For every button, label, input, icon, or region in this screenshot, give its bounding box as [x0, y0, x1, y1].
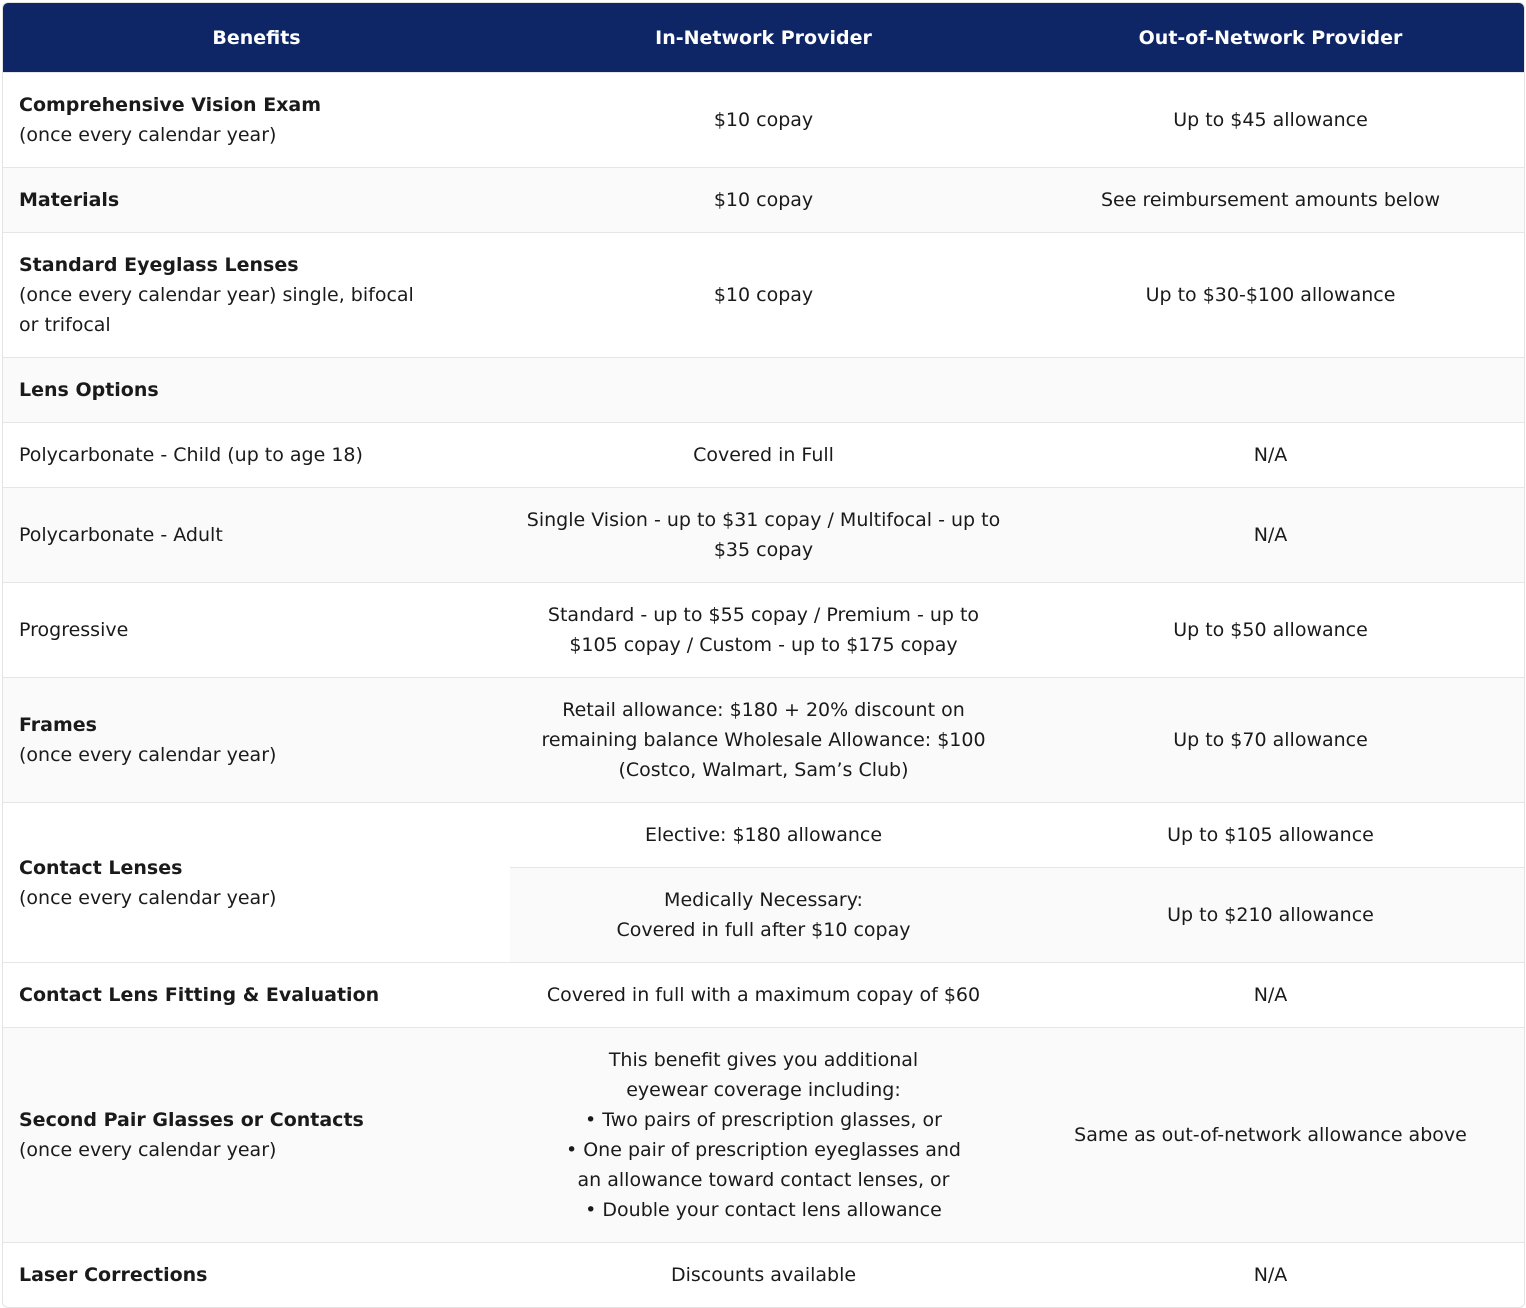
benefit-subtitle: (once every calendar year) single, bifocal or trifocal	[19, 284, 414, 336]
out-of-network-cell: Up to $30-$100 allowance	[1017, 233, 1524, 358]
in-network-cell: Discounts available	[510, 1243, 1017, 1308]
in-network-line: Medically Necessary:	[664, 889, 863, 911]
in-network-cell: Elective: $180 allowance	[510, 803, 1017, 868]
in-network-cell	[510, 1028, 1017, 1243]
benefit-title: Frames	[19, 714, 97, 736]
header-in-network: In-Network Provider	[510, 3, 1017, 73]
benefit-cell	[3, 803, 510, 963]
benefits-table	[3, 3, 1524, 1307]
out-of-network-cell: N/A	[1017, 963, 1524, 1028]
in-network-bullet: • One pair of prescription eyeglasses and an allowance toward contact lenses, or	[565, 1139, 961, 1191]
row-lenses	[3, 233, 1524, 358]
in-network-cell	[510, 868, 1017, 963]
row-contacts-elective	[3, 803, 1524, 868]
in-network-cell: Standard - up to $55 copay / Premium - up to $105 copay / Custom - up to $175 copay	[510, 583, 1017, 678]
in-network-cell: Retail allowance: $180 + 20% discount on remaining balance Wholesale Allowance: $100 (Costco, Walmart, Sam’s Club)	[510, 678, 1017, 803]
row-poly-child	[3, 423, 1524, 488]
benefit-cell	[3, 233, 510, 358]
in-network-cell: $10 copay	[510, 233, 1017, 358]
row-progressive	[3, 583, 1524, 678]
header-row	[3, 3, 1524, 73]
out-of-network-cell: Same as out-of-network allowance above	[1017, 1028, 1524, 1243]
benefits-table-container	[2, 2, 1525, 1308]
benefit-title: Standard Eyeglass Lenses	[19, 254, 299, 276]
benefit-title: Laser Corrections	[3, 1243, 510, 1308]
benefit-subtitle: (once every calendar year)	[19, 124, 277, 146]
benefit-title: Second Pair Glasses or Contacts	[19, 1109, 364, 1131]
row-poly-adult	[3, 488, 1524, 583]
row-frames	[3, 678, 1524, 803]
row-second-pair	[3, 1028, 1524, 1243]
row-fitting	[3, 963, 1524, 1028]
out-of-network-cell: N/A	[1017, 423, 1524, 488]
in-network-cell: Single Vision - up to $31 copay / Multifocal - up to $35 copay	[510, 488, 1017, 583]
in-network-line: This benefit gives you additional eyewear coverage including:	[608, 1049, 919, 1101]
out-of-network-cell: See reimbursement amounts below	[1017, 168, 1524, 233]
benefit-label: Polycarbonate - Adult	[3, 488, 510, 583]
header-out-of-network: Out-of-Network Provider	[1017, 3, 1524, 73]
benefit-title: Contact Lenses	[19, 856, 183, 879]
in-network-line: Covered in full after $10 copay	[616, 919, 911, 941]
empty-cell	[1017, 358, 1524, 423]
benefit-label: Progressive	[3, 583, 510, 678]
benefit-title: Materials	[3, 168, 510, 233]
in-network-cell: Covered in Full	[510, 423, 1017, 488]
benefit-subtitle: (once every calendar year)	[19, 1139, 277, 1161]
out-of-network-cell: N/A	[1017, 1243, 1524, 1308]
benefit-title: Contact Lens Fitting & Evaluation	[3, 963, 510, 1028]
in-network-cell: $10 copay	[510, 168, 1017, 233]
out-of-network-cell: Up to $45 allowance	[1017, 73, 1524, 168]
benefit-subtitle: (once every calendar year)	[19, 744, 277, 766]
benefit-label: Polycarbonate - Child (up to age 18)	[3, 423, 510, 488]
out-of-network-cell: Up to $70 allowance	[1017, 678, 1524, 803]
benefit-cell	[3, 678, 510, 803]
in-network-bullet: • Double your contact lens allowance	[585, 1199, 942, 1221]
row-materials	[3, 168, 1524, 233]
in-network-cell: $10 copay	[510, 73, 1017, 168]
row-laser	[3, 1243, 1524, 1308]
in-network-bullet: • Two pairs of prescription glasses, or	[585, 1109, 942, 1131]
benefit-title: Comprehensive Vision Exam	[19, 94, 322, 116]
out-of-network-cell: N/A	[1017, 488, 1524, 583]
row-lens-options	[3, 358, 1524, 423]
out-of-network-cell: Up to $210 allowance	[1017, 868, 1524, 963]
benefit-cell	[3, 1028, 510, 1243]
out-of-network-cell: Up to $50 allowance	[1017, 583, 1524, 678]
row-exam	[3, 73, 1524, 168]
empty-cell	[510, 358, 1017, 423]
header-benefits: Benefits	[3, 3, 510, 73]
section-title: Lens Options	[3, 358, 510, 423]
benefit-subtitle: (once every calendar year)	[19, 886, 277, 909]
benefit-cell	[3, 73, 510, 168]
out-of-network-cell: Up to $105 allowance	[1017, 803, 1524, 868]
in-network-cell: Covered in full with a maximum copay of $60	[510, 963, 1017, 1028]
